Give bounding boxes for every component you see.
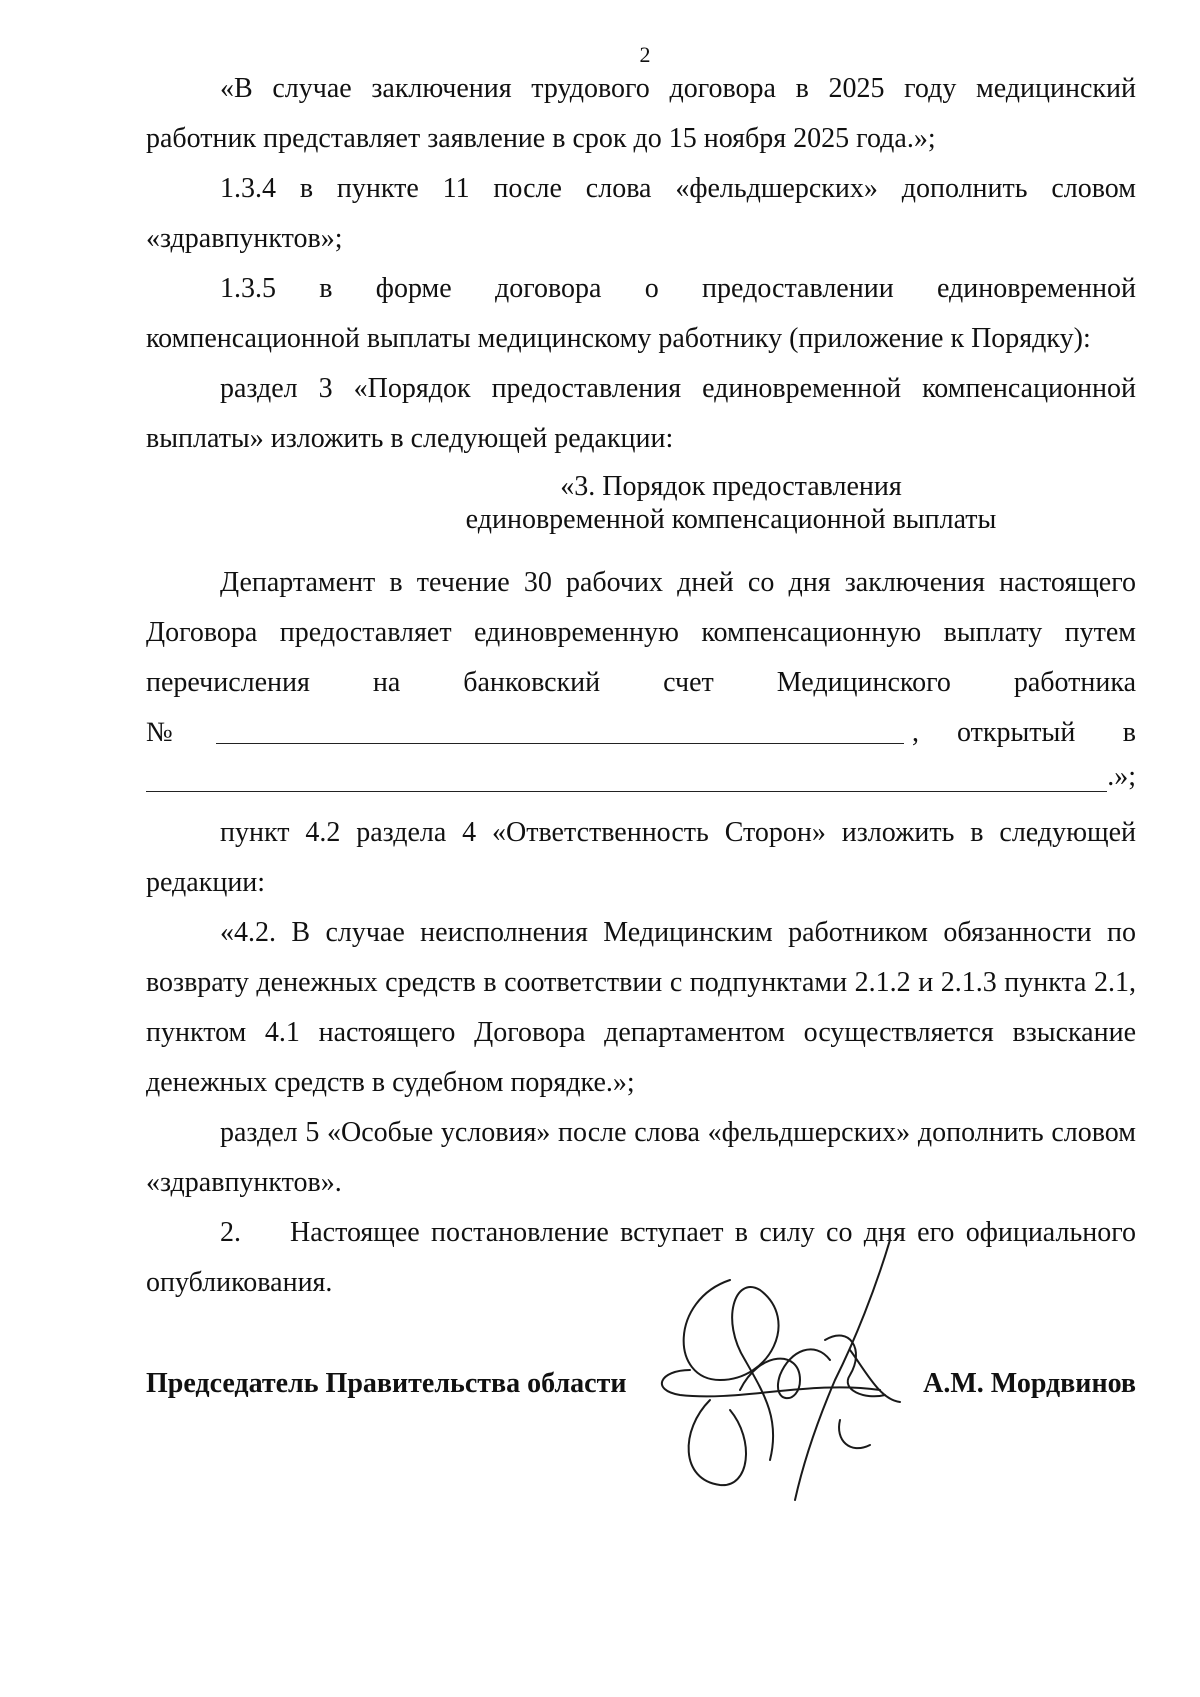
signature-block: [146, 1368, 1136, 1428]
page-number: 2: [639, 42, 651, 67]
account-comma: ,: [912, 717, 919, 748]
paragraph-2-effective-date: [146, 1208, 1136, 1308]
paragraph-1-3-4: 1.3.4 в пункте 11 после слова «фельдшерских» дополнить словом «здравпунктов»;: [146, 173, 1136, 254]
bank-line-end: .»;: [1107, 761, 1136, 792]
signatory-name: А.М. Мордвинов: [923, 1368, 1136, 1399]
preposition-in: в: [1122, 717, 1136, 748]
signatory-position: Председатель Правительства области: [146, 1368, 627, 1399]
number-sign: №: [146, 717, 173, 748]
item-number: 2.: [220, 1217, 241, 1248]
paragraph-section-3-amendment: раздел 3 «Порядок предоставления единовременной компенсационной выплаты» изложить в следующей редакции:: [146, 373, 1136, 454]
bank-name-line: [146, 758, 1136, 802]
opened-in-label: открытый: [957, 717, 1076, 748]
paragraph-1-3-5: 1.3.5 в форме договора о предоставлении единовременной компенсационной выплаты медицинскому работнику (приложение к Порядку):: [146, 273, 1136, 354]
bank-name-blank: [146, 769, 1107, 792]
section-3-heading: [146, 470, 1136, 536]
section-3-heading-line-2: единовременной компенсационной выплаты: [465, 504, 997, 535]
account-number-line: [146, 708, 1136, 758]
effective-date-text: Настоящее постановление вступает в силу со дня его официального опубликования.: [146, 1217, 1136, 1298]
document-body: [146, 64, 1136, 1308]
section-3-heading-line-1: «3. Порядок предоставления: [560, 471, 902, 502]
paragraph-clause-4-2-amendment: пункт 4.2 раздела 4 «Ответственность Сторон» изложить в следующей редакции:: [146, 817, 1136, 898]
paragraph-payment-procedure: Департамент в течение 30 рабочих дней со дня заключения настоящего Договора предоставляет единовременную компенсационную выплату путем перечисления на банковский счет Медицинского работника: [146, 567, 1136, 698]
paragraph-section-5: раздел 5 «Особые условия» после слова «фельдшерских» дополнить словом «здравпунктов».: [146, 1117, 1136, 1198]
paragraph-clause-4-2: «4.2. В случае неисполнения Медицинским работником обязанности по возврату денежных средств в соответствии с подпунктами 2.1.2 и 2.1.3 пункта 2.1, пунктом 4.1 настоящего Договора департаментом осуществляется взыскание денежных средств в судебном порядке.»;: [146, 917, 1136, 1098]
paragraph-application-deadline: «В случае заключения трудового договора в 2025 году медицинский работник представляет заявление в срок до 15 ноября 2025 года.»;: [146, 73, 1136, 154]
account-number-blank: [216, 721, 904, 744]
